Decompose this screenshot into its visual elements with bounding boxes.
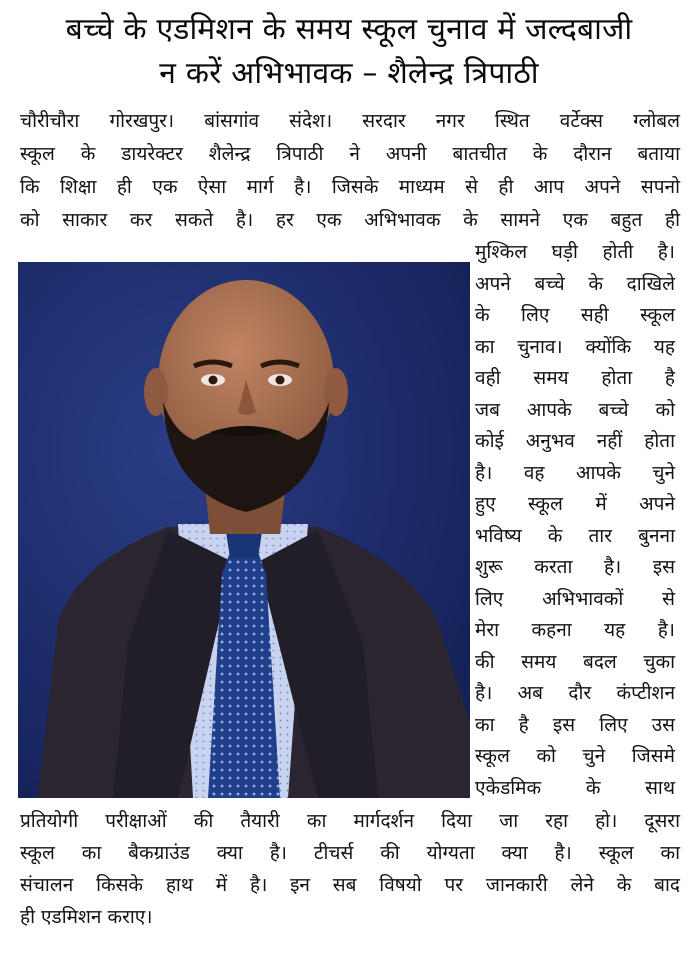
closing-line: संचालन किसके हाथ में है। इन सब विषयो पर जानकारी लेने के बाद [20,874,680,896]
column-line: भविष्य के तार बुनना [475,524,675,547]
portrait-illustration [18,262,470,798]
portrait-photo [18,262,470,798]
column-line: है। अब दौर कंप्टीशन [475,682,675,704]
column-line: के लिए सही स्कूल [475,304,675,326]
column-line: मेरा कहना यह है। [475,619,675,641]
column-line: हुए स्कूल में अपने [475,493,675,515]
column-line: वही समय होता है [475,367,675,389]
headline-line-2: न करें अभिभावक – शैलेन्द्र त्रिपाठी [159,56,539,91]
column-line: की समय बदल चुका [475,650,675,673]
column-line: का चुनाव। क्योंकि यह [475,335,675,358]
column-line: लिए अभिभावकों से [475,587,675,610]
intro-line: को साकार कर सकते है। हर एक अभिभावक के सामने एक बहुत ही [20,209,680,231]
column-line: अपने बच्चे के दाखिले [475,272,675,295]
intro-line: स्कूल के डायरेक्टर शैलेन्द्र त्रिपाठी ने अपनी बातचीत के दौरान बताया [20,143,680,165]
column-line: है। वह आपके चुने [475,461,675,484]
closing-line: ही एडमिशन कराए। [20,906,153,928]
headline-line-1: बच्चे के एडमिशन के समय स्कूल चुनाव में जल्दबाजी [65,12,633,47]
column-line: का है इस लिए उस [475,713,675,736]
column-line: स्कूल को चुने जिसमे [475,745,675,767]
headline [10,8,688,96]
intro-line: चौरीचौरा गोरखपुर। बांसगांव संदेश। सरदार नगर स्थित वर्टेक्स ग्लोबल [20,110,680,132]
column-line: कोई अनुभव नहीं होता [475,430,675,452]
tie-knot [226,532,262,558]
intro-line: कि शिक्षा ही एक ऐसा मार्ग है। जिसके माध्यम से ही आप अपने सपनो [20,176,680,198]
column-line: मुश्किल घड़ी होती है। [475,241,675,263]
left-pupil [209,376,218,385]
closing-line: स्कूल का बैकग्राउंड क्या है। टीचर्स की योग्यता क्या है। स्कूल का [20,842,680,864]
right-pupil [276,376,285,385]
column-line: एकेडमिक के साथ [475,776,675,799]
closing-line: प्रतियोगी परीक्षाओं की तैयारी का मार्गदर्शन दिया जा रहा हो। दूसरा [20,810,680,832]
column-line: शुरू करता है। इस [475,556,675,578]
column-line: जब आपके बच्चे को [475,398,675,421]
